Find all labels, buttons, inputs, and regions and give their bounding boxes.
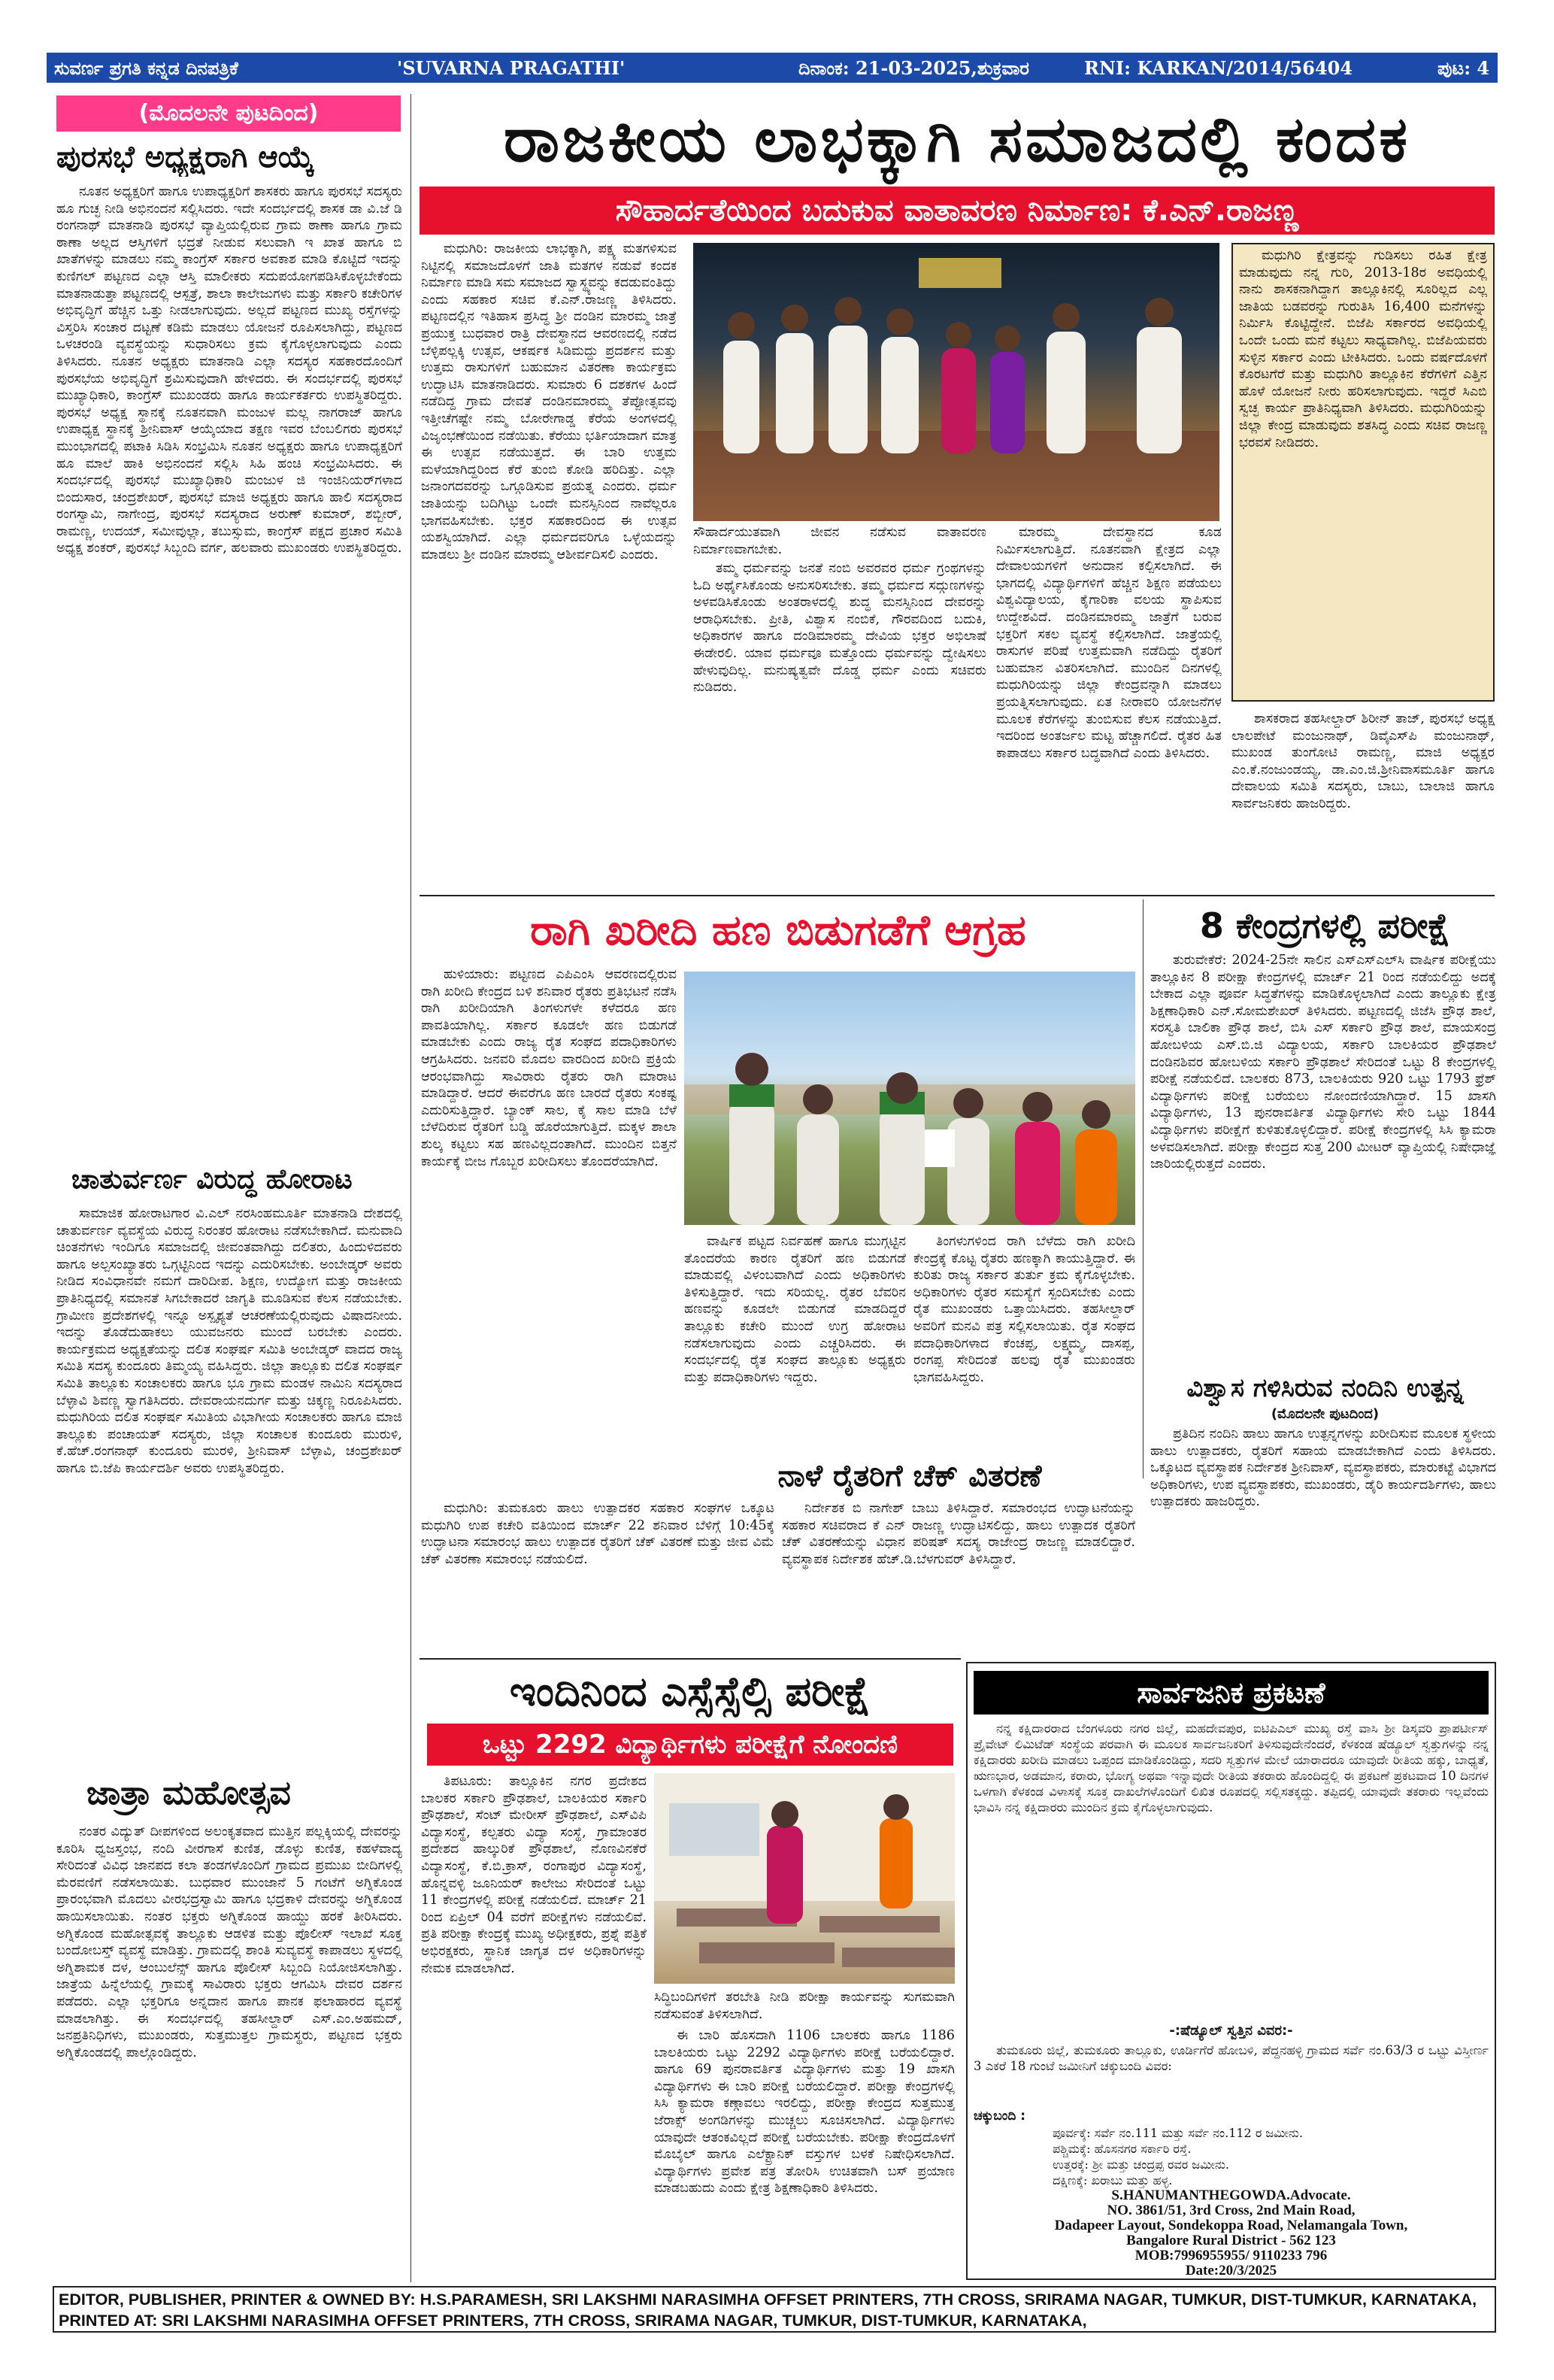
sslc-story-left (421, 1773, 647, 2281)
col1-story-3 (56, 1824, 402, 2281)
raagi-para-left: ಹುಳಿಯಾರು: ಪಟ್ಟಣದ ಎಪಿಎಂಸಿ ಆವರಣದಲ್ಲಿರುವ ರಾಗಿ ಖರೀದಿ ಕೇಂದ್ರದ ಬಳಿ ಶನಿವಾರ ರೈತರು ಪ್ರತಿಭಟನೆ ನಡೆಸಿ ರಾಗಿ ಖರೀದಿಯಾಗಿ ತಿಂಗಳುಗಳೇ ಕಳೆದರೂ ಹಣ ಪಾವತಿಯಾಗಿಲ್ಲ. ಸರ್ಕಾರ ಕೂಡಲೇ ಹಣ ಬಿಡುಗಡೆ ಮಾಡಬೇಕು ಎಂದು ರಾಜ್ಯ ರೈತ ಸಂಘದ ಪದಾಧಿಕಾರಿಗಳು ಆಗ್ರಹಿಸಿದರು. ಜನವರಿ ಮೊದಲ ವಾರದಿಂದ ಖರೀದಿ ಪ್ರಕ್ರಿಯೆ ಆರಂಭವಾಗಿದ್ದು ಸಾವಿರಾರು ರೈತರು ರಾಗಿ ಮಾರಾಟ ಮಾಡಿದ್ದಾರೆ. ಆದರೆ ಈವರೆಗೂ ಹಣ ಬಾರದೆ ರೈತರು ಸಂಕಷ್ಟ ಎದುರಿಸುತ್ತಿದ್ದಾರೆ. ಬ್ಯಾಂಕ್ ಸಾಲ, ಕೈ ಸಾಲ ಮಾಡಿ ಬೆಳೆ ಬೆಳೆದಿರುವ ರೈತರಿಗೆ ಬಡ್ಡಿ ಹೊರೆಯಾಗುತ್ತಿದೆ. ಮಕ್ಕಳ ಶಾಲಾ ಶುಲ್ಕ ಕಟ್ಟಲು ಸಹ ಹಣವಿಲ್ಲದಂತಾಗಿದೆ. ಮುಂದಿನ ಬಿತ್ತನೆ ಕಾರ್ಯಕ್ಕೆ ಬೀಜ ಗೊಬ್ಬರ ಖರೀದಿಸಲು ತೊಂದರೆಯಾಗಿದೆ. (421, 967, 677, 1169)
notice-boundaries (1053, 2125, 1489, 2188)
sslc-para-left: ತಿಪಟೂರು: ತಾಲ್ಲೂಕಿನ ನಗರ ಪ್ರದೇಶದ ಬಾಲಕರ ಸರ್ಕಾರಿ ಪ್ರೌಢಶಾಲೆ, ಬಾಲಕಿಯರ ಸರ್ಕಾರಿ ಪ್ರೌಢಶಾಲೆ, ಸೆಂಟ್ ಮೇರೀಸ್ ಪ್ರೌಢಶಾಲೆ, ಎಸ್‌ವಿಪಿ ವಿದ್ಯಾಸಂಸ್ಥೆ, ಕಲ್ಪತರು ವಿದ್ಯಾ ಸಂಸ್ಥೆ, ಗ್ರಾಮಾಂತರ ಪ್ರದೇಶದ ಹಾಲ್ಕುರಿಕೆ ಪ್ರೌಢಶಾಲೆ, ನೊಣವಿನಕೆರೆ ವಿದ್ಯಾಸಂಸ್ಥೆ, ಕೆ.ಬಿ.ಕ್ರಾಸ್, ರಂಗಾಪುರ ವಿದ್ಯಾಸಂಸ್ಥೆ, ಹೊನ್ನವಳ್ಳಿ ಜೂನಿಯರ್ ಕಾಲೇಜು ಸೇರಿದಂತೆ ಒಟ್ಟು 11 ಕೇಂದ್ರಗಳಲ್ಲಿ ಪರೀಕ್ಷೆ ನಡೆಯಲಿದೆ. ಮಾರ್ಚ್ 21 ರಿಂದ ಏಪ್ರಿಲ್ 04 ವರೆಗೆ ಪರೀಕ್ಷೆಗಳು ನಡೆಯಲಿವೆ. ಪ್ರತಿ ಪರೀಕ್ಷಾ ಕೇಂದ್ರಕ್ಕೆ ಮುಖ್ಯ ಅಧೀಕ್ಷಕರು, ಪ್ರಶ್ನೆ ಪತ್ರಿಕೆ ಅಭಿರಕ್ಷಕರು, ಸ್ಥಾನಿಕ ಜಾಗೃತ ದಳ ಅಧಿಕಾರಿಗಳನ್ನು ನೇಮಕ ಮಾಡಲಾಗಿದೆ. (421, 1774, 647, 1976)
notice-signer (974, 2188, 1489, 2278)
continued-tag: (ಮೊದಲನೇ ಪುಟದಿಂದ) (56, 96, 401, 132)
sslc-divider (420, 1658, 961, 1660)
minister-quote-box (1231, 243, 1495, 702)
notice-schedule-text: ತುಮಕೂರು ಜಿಲ್ಲೆ, ತುಮಕೂರು ತಾಲ್ಲೂಕು, ಊರ್ಡಿಗೆರೆ ಹೋಬಳಿ, ಪೆದ್ದನಹಳ್ಳಿ ಗ್ರಾಮದ ಸರ್ವೆ ನಂ.63/3 ರ ಒಟ್ಟು ವಿಸ್ತೀರ್ಣ 3 ಎಕರೆ 18 ಗುಂಟೆ ಜಮೀನಿಗೆ ಚಕ್ಕುಬಂದಿ ವಿವರ: (974, 2043, 1489, 2073)
masthead-paper-en: 'SUVARNA PRAGATHI' (397, 57, 626, 79)
imprint-footer: EDITOR, PUBLISHER, PRINTER & OWNED BY: H.S.PARAMESH, SRI LAKSHMI NARASIMHA OFFSET PRINTERS, 7TH CROSS, SRIRAMA NAGAR, TUMKUR, DIST-TUMKUR, KARNATAKA, PRINTED AT: SRI LAKSHMI NARASIMHA OFFSET PRINTERS, 7TH CROSS, SRIRAMA NAGAR, TUMKUR, DIST-TUMKUR, KARNATAKA, (53, 2286, 1496, 2333)
col1-subhead-3: ಜಾತ್ರಾ ಮಹೋತ್ಸವ (86, 1774, 291, 1812)
masthead-page: ಪುಟ: 4 (1437, 57, 1490, 79)
masthead-date: ದಿನಾಂಕ: 21-03-2025,ಶುಕ್ರವಾರ (798, 57, 1030, 79)
col1-para-2: ಸಾಮಾಜಿಕ ಹೋರಾಟಗಾರ ವಿ.ಎಲ್ ನರಸಿಂಹಮೂರ್ತಿ ಮಾತನಾಡಿ ದೇಶದಲ್ಲಿ ಚಾತುರ್ವರ್ಣ ವ್ಯವಸ್ಥೆಯ ವಿರುದ್ಧ ನಿರಂತರ ಹೋರಾಟ ನಡೆಸಬೇಕಾಗಿದೆ. ಮನುವಾದಿ ಚಿಂತನೆಗಳು ಇಂದಿಗೂ ಸಮಾಜದಲ್ಲಿ ಜೀವಂತವಾಗಿದ್ದು ದಲಿತರು, ಹಿಂದುಳಿದವರು ಹಾಗೂ ಅಲ್ಪಸಂಖ್ಯಾತರು ಒಗ್ಗಟ್ಟಿನಿಂದ ಇದನ್ನು ಎದುರಿಸಬೇಕು. ಅಂಬೇಡ್ಕರ್ ಅವರು ನೀಡಿದ ಸಂವಿಧಾನವೇ ನಮಗೆ ದಾರಿದೀಪ. ಶಿಕ್ಷಣ, ಉದ್ಯೋಗ ಮತ್ತು ರಾಜಕೀಯ ಪ್ರಾತಿನಿಧ್ಯದಲ್ಲಿ ಸಮಾನತೆ ಸಿಗಬೇಕಾದರೆ ಜಾಗೃತಿ ಮೂಡಿಸುವ ಕೆಲಸ ನಡೆಯಬೇಕು. ಗ್ರಾಮೀಣ ಪ್ರದೇಶಗಳಲ್ಲಿ ಇನ್ನೂ ಅಸ್ಪೃಶ್ಯತೆ ಆಚರಣೆಯಲ್ಲಿರುವುದು ವಿಷಾದನೀಯ. ಇದನ್ನು ತೊಡೆದುಹಾಕಲು ಯುವಜನರು ಮುಂದೆ ಬರಬೇಕು ಎಂದರು. ಕಾರ್ಯಕ್ರಮದ ಅಧ್ಯಕ್ಷತೆಯನ್ನು ದಲಿತ ಸಂಘರ್ಷ ಸಮಿತಿ ಅಂಬೇಡ್ಕರ್ ವಾದದ ರಾಜ್ಯ ಸಮಿತಿ ಸದಸ್ಯ ಕುಂದೂರು ತಿಮ್ಮಯ್ಯ ವಹಿಸಿದ್ದರು. ಜಿಲ್ಲಾ ತಾಲ್ಲೂಕು ದಲಿತ ಸಂಘರ್ಷ ಸಮಿತಿ ತಾಲ್ಲೂಕು ಸಂಚಾಲಕರು ಹಾಗೂ ಭೂ ಗ್ರಾಮ ಮಂಡಳ ನಾಮಿನಿ ಸದಸ್ಯರಾದ ಬೆಳ್ಳಾವಿ ಶಿವಣ್ಣ ಸ್ವಾಗತಿಸಿದರು. ದೇವರಾಯನದುರ್ಗ ಮತ್ತು ಚಿಕ್ಕಣ್ಣ ನಿರೂಪಿಸಿದರು. ಮಧುಗಿರಿಯ ದಲಿತ ಸಂಘರ್ಷ ಸಮಿತಿಯ ವಿಭಾಗೀಯ ಸಂಚಾಲಕರು ಹಾಗೂ ಮಾಜಿ ತಾಲ್ಲೂಕು ಪಂಚಾಯತ್ ಸದಸ್ಯರು, ಜಿಲ್ಲಾ ಸಂಚಾಲಕ ಕುಂದೂರು ಮುರುಳಿ, ಕೆ.ಹೆಚ್.ರಂಗನಾಥ್ ಕುಂದೂರು ಮುರಳಿ, ಶ್ರೀನಿವಾಸ್ ಬೆಳ್ಳಾವಿ, ಚಂದ್ರಶೇಖರ್ ಹಾಗೂ ಬಿ.ಜೆಪಿ ಕಾರ್ಯದರ್ಶಿ ಅವರು ಉಪಸ್ಥಿತರಿದ್ದರು. (56, 1206, 402, 1476)
main-attendees-text: ಶಾಸಕರಾದ ತಹಸೀಲ್ದಾರ್ ಶಿರೀನ್ ತಾಜ್, ಪುರಸಭೆ ಅಧ್ಯಕ್ಷ ಲಾಲಪೇಟೆ ಮಂಜುನಾಥ್, ಡಿವೈಎಸ್‌ಪಿ ಮಂಜುನಾಥ್, ಮುಖಂಡ ತುಂಗೋಟಿ ರಾಮಣ್ಣ, ಮಾಜಿ ಅಧ್ಯಕ್ಷರ ಎಂ.ಕೆ.ನಂಜುಂಡಯ್ಯ, ಡಾ.ಎಂ.ಜಿ.ಶ್ರೀನಿವಾಸಮೂರ್ತಿ ಹಾಗೂ ದೇವಾಲಯ ಸಮಿತಿ ಸದಸ್ಯರು, ಬಾಬು, ಬಾಲಾಜಿ ಹಾಗೂ ಸಾರ್ವಜನಿಕರು ಹಾಜರಿದ್ದರು. (1231, 711, 1495, 811)
exam8-para: ತುರುವೇಕೆರೆ: 2024-25ನೇ ಸಾಲಿನ ಎಸ್ಎಸ್ಎಲ್‌ಸಿ ವಾರ್ಷಿಕ ಪರೀಕ್ಷೆಯು ತಾಲ್ಲೂಕಿನ 8 ಪರೀಕ್ಷಾ ಕೇಂದ್ರಗಳಲ್ಲಿ ಮಾರ್ಚ್ 21 ರಿಂದ ನಡೆಯಲಿದ್ದು ಅದಕ್ಕೆ ಬೇಕಾದ ಎಲ್ಲಾ ಪೂರ್ವ ಸಿದ್ಧತೆಗಳನ್ನು ಮಾಡಿಕೊಳ್ಳಲಾಗಿದೆ ಎಂದು ತಾಲ್ಲೂಕು ಕ್ಷೇತ್ರ ಶಿಕ್ಷಣಾಧಿಕಾರಿ ಎನ್.ಸೋಮಶೇಖರ್ ತಿಳಿಸಿದರು. ಪಟ್ಟಣದಲ್ಲಿ ಜಿಜೆಸಿ ಪ್ರೌಢ ಶಾಲೆ, ಸರಸ್ವತಿ ಬಾಲಿಕಾ ಪ್ರೌಢ ಶಾಲೆ, ಬಿಸಿ ಎಸ್ ಸರ್ಕಾರಿ ಪ್ರೌಢ ಶಾಲೆ, ಮಾಯಸಂದ್ರ ಹೋಬಳಿಯ ಎಸ್.ಬಿ.ಜಿ ವಿದ್ಯಾಲಯ, ಸರ್ಕಾರಿ ಬಾಲಕಿಯರ ಪ್ರೌಢಶಾಲೆ ದಂಡಿನಶಿವರ ಹೋಬಳಿಯ ಸರ್ಕಾರಿ ಪ್ರೌಢಶಾಲೆ ಸೇರಿದಂತೆ ಒಟ್ಟು 8 ಕೇಂದ್ರಗಳಲ್ಲಿ ಪರೀಕ್ಷೆ ನಡೆಯಲಿದೆ. ಬಾಲಕರು 873, ಬಾಲಕಿಯರು 920 ಒಟ್ಟು 1793 ಫ್ರೆಶ್ ವಿದ್ಯಾರ್ಥಿಗಳು ಪರೀಕ್ಷೆ ಬರೆಯಲು ನೋಂದಣಿಯಾಗಿದ್ದಾರೆ. 15 ಖಾಸಗಿ ವಿದ್ಯಾರ್ಥಿಗಳು, 13 ಪುನರಾವರ್ತಿತ ವಿದ್ಯಾರ್ಥಿಗಳು ಸೇರಿ ಒಟ್ಟು 1844 ವಿದ್ಯಾರ್ಥಿಗಳು ಪರೀಕ್ಷೆಗೆ ಕುಳಿತುಕೊಳ್ಳಲಿದ್ದಾರೆ. ಪರೀಕ್ಷೆ ಕೇಂದ್ರಗಳಲ್ಲಿ ಸಿಸಿ ಕ್ಯಾಮರಾ ಅಳವಡಿಸಲಾಗಿದೆ. ಪರೀಕ್ಷಾ ಕೇಂದ್ರದ ಸುತ್ತ 200 ಮೀಟರ್ ವ್ಯಾಪ್ತಿಯಲ್ಲಿ ನಿಷೇಧಾಜ್ಞೆ ಜಾರಿಯಲ್ಲಿರುತ್ತದೆ ಎಂದರು. (1150, 953, 1496, 1172)
main-subhead: ಸೌಹಾರ್ದತೆಯಿಂದ ಬದುಕುವ ವಾತಾವರಣ ನಿರ್ಮಾಣ: ಕೆ.ಎನ್.ರಾಜಣ್ಣ (420, 186, 1495, 235)
signer-address-1: NO. 3861/51, 3rd Cross, 2nd Main Road, (1107, 2203, 1356, 2218)
cheque-story-right (782, 1500, 1135, 1657)
notice-boundary-title: ಚಕ್ಕುಬಂದಿ : (974, 2109, 1026, 2124)
cheque-para-right: ನಿರ್ದೇಶಕ ಬಿ ನಾಗೇಶ್ ಬಾಬು ತಿಳಿಸಿದ್ದಾರೆ. ಸಮಾರಂಭದ ಉದ್ಘಾಟನೆಯನ್ನು ಸಹಕಾರ ಸಚಿವರಾದ ಕೆ ಎನ್ ರಾಜಣ್ಣ ಉದ್ಘಾಟಿಸಲಿದ್ದು, ಹಾಲು ಉತ್ಪಾದಕ ರೈತರಿಗೆ ಚೆಕ್ ವಿತರಣೆಯನ್ನು ವಿಧಾನ ಪರಿಷತ್ ಸದಸ್ಯ ರಾಜೇಂದ್ರ ರಾಜಣ್ಣ ಮಾಡಲಿದ್ದಾರೆ. ವ್ಯವಸ್ಥಾಪಕ ನಿರ್ದೇಶಕ ಹೆಚ್.ಡಿ.ಬೆಳಗುವರ್ ತಿಳಿಸಿದ್ದಾರೆ. (782, 1501, 1135, 1567)
notice-body (974, 1721, 1489, 2018)
raagi-para-right: ತಿಂಗಳುಗಳಿಂದ ರಾಗಿ ಬೆಳೆದು ರಾಗಿ ಖರೀದಿ ಕೇಂದ್ರಕ್ಕೆ ಕೊಟ್ಟ ರೈತರು ಹಣಕ್ಕಾಗಿ ಕಾಯುತ್ತಿದ್ದಾರೆ. ಈ ಕುರಿತು ರಾಜ್ಯ ಸರ್ಕಾರ ತುರ್ತು ಕ್ರಮ ಕೈಗೊಳ್ಳಬೇಕು. ಅಧಿಕಾರಿಗಳು ರೈತರ ಸಮಸ್ಯೆಗೆ ಸ್ಪಂದಿಸಬೇಕು ಎಂದು ರೈತ ಮುಖಂಡರು ಒತ್ತಾಯಿಸಿದರು. ತಹಸೀಲ್ದಾರ್ ಅವರಿಗೆ ಮನವಿ ಪತ್ರ ಸಲ್ಲಿಸಲಾಯಿತು. ರೈತ ಸಂಘದ ಪದಾಧಿಕಾರಿಗಳಾದ ಕೆಂಚಪ್ಪ, ಲಕ್ಷ್ಮಮ್ಮ, ದಾಸಪ್ಪ, ರಂಗಪ್ಪ ಸೇರಿದಂತೆ ಹಲವು ರೈತ ಮುಖಂಡರು ಭಾಗವಹಿಸಿದ್ದರು. (913, 1234, 1135, 1385)
main-story-attendees (1231, 711, 1495, 891)
main-story-left (421, 241, 677, 887)
cheque-para-left: ಮಧುಗಿರಿ: ತುಮಕೂರು ಹಾಲು ಉತ್ಪಾದಕರ ಸಹಕಾರ ಸಂಘಗಳ ಒಕ್ಕೂಟ ಮಧುಗಿರಿ ಉಪ ಕಚೇರಿ ವತಿಯಿಂದ ಮಾರ್ಚ್ 22 ಶನಿವಾರ ಬೆಳಿಗ್ಗೆ 10:45ಕ್ಕೆ ಉದ್ಘಾಟನಾ ಸಮಾರಂಭ ಹಾಲು ಉತ್ಪಾದಕ ರೈತರಿಗೆ ಚೆಕ್ ವಿತರಣೆ ಮತ್ತು ಜೀವ ವಿಮೆ ಚೆಕ್ ವಿತರಣಾ ಸಮಾರಂಭ ನಡೆಯಲಿದೆ. (421, 1501, 774, 1567)
exam-hall-caption (654, 1989, 955, 2025)
main-para-right: ಮಾರಮ್ಮ ದೇವಸ್ಥಾನದ ಕೂಡ ನಿರ್ಮಿಸಲಾಗುತ್ತಿದೆ. ನೂತನವಾಗಿ ಕ್ಷೇತ್ರದ ಎಲ್ಲಾ ದೇವಾಲಯಗಳಿಗೆ ಅನುದಾನ ಕಲ್ಪಿಸಲಾಗಿದೆ. ಈ ಭಾಗದಲ್ಲಿ ವಿದ್ಯಾರ್ಥಿಗಳಿಗೆ ಹೆಚ್ಚಿನ ಶಿಕ್ಷಣ ಪಡೆಯಲು ವಿಶ್ವವಿದ್ಯಾಲಯ, ಕೈಗಾರಿಕಾ ವಲಯ ಸ್ಥಾಪಿಸುವ ಉದ್ದೇಶವಿದೆ. ದಂಡಿನಮಾರಮ್ಮ ಜಾತ್ರೆಗೆ ಬರುವ ಭಕ್ತರಿಗೆ ಸಕಲ ವ್ಯವಸ್ಥೆ ಕಲ್ಪಿಸಲಾಗಿದೆ. ಜಾತ್ರೆಯಲ್ಲಿ ರಾಸುಗಳ ಪರಿಷೆ ಉತ್ತಮವಾಗಿ ನಡೆದಿದ್ದು ರೈತರಿಗೆ ಬಹುಮಾನ ವಿತರಿಸಲಾಗಿದೆ. ಮುಂದಿನ ದಿನಗಳಲ್ಲಿ ಮಧುಗಿರಿಯನ್ನು ಜಿಲ್ಲಾ ಕೇಂದ್ರವನ್ನಾಗಿ ಮಾಡಲು ಪ್ರಯತ್ನಿಸಲಾಗುವುದು. ಏತ ನೀರಾವರಿ ಯೋಜನೆಗಳ ಮೂಲಕ ಕೆರೆಗಳನ್ನು ತುಂಬಿಸುವ ಕೆಲಸ ನಡೆಯುತ್ತಿದೆ. ಇದರಿಂದ ಅಂತರ್ಜಲ ಮಟ್ಟ ಹೆಚ್ಚಾಗಲಿದೆ. ರೈತರ ಹಿತ ಕಾಪಾಡಲು ಸರ್ಕಾರ ಬದ್ಧವಾಗಿದೆ ಎಂದು ತಿಳಿಸಿದರು. (996, 525, 1222, 761)
section-divider (420, 895, 1495, 896)
masthead-rni: RNI: KARKAN/2014/56404 (1084, 57, 1353, 79)
main-story-right (996, 524, 1222, 891)
sslc-subhead: ಒಟ್ಟು 2292 ವಿದ್ಯಾರ್ಥಿಗಳು ಪರೀಕ್ಷೆಗೆ ನೋಂದಣಿ (427, 1724, 953, 1766)
col1-subhead-2: ಚಾತುರ್ವರ್ಣ ವಿರುದ್ಧ ಹೋರಾಟ (71, 1164, 353, 1195)
signer-date: Date:20/3/2025 (1185, 2263, 1277, 2278)
signer-address-3: Bangalore Rural District - 562 123 (1126, 2233, 1336, 2248)
exam-divider (1143, 899, 1144, 1478)
sslc-story-mid (654, 2027, 955, 2281)
notice-schedule (974, 2042, 1489, 2107)
signer-name: S.HANUMANTHEGOWDA.Advocate. (1111, 2187, 1351, 2203)
cheque-story-left (421, 1500, 774, 1657)
col1-headline: ಪುರಸಭೆ ಅಧ್ಯಕ್ಷರಾಗಿ ಆಯ್ಕೆ (56, 140, 314, 174)
nandini-para: ಪ್ರತಿದಿನ ನಂದಿನಿ ಹಾಲು ಹಾಗೂ ಉತ್ಪನ್ನಗಳನ್ನು ಖರೀದಿಸುವ ಮೂಲಕ ಸ್ಥಳೀಯ ಹಾಲು ಉತ್ಪಾದಕರು, ರೈತರಿಗೆ ಸಹಾಯ ಮಾಡಬೇಕಾಗಿದೆ ಎಂದು ತಿಳಿಸಿದರು. ಒಕ್ಕೂಟದ ವ್ಯವಸ್ಥಾಪಕ ನಿರ್ದೇಶಕ ಶ್ರೀನಿವಾಸ್, ವ್ಯವಸ್ಥಾಪಕರು, ಮಾರುಕಟ್ಟೆ ವಿಭಾಗದ ಅಧಿಕಾರಿಗಳು, ಉಪ ವ್ಯವಸ್ಥಾಪಕರು, ಮುಖಂಡರು, ಡೈರಿ ಕಾರ್ಯದರ್ಶಿಗಳು, ಹಾಲು ಉತ್ಪಾದಕರು ಹಾಜರಿದ್ದರು. (1150, 1426, 1496, 1510)
sslc-para-mid: ಈ ಬಾರಿ ಹೊಸದಾಗಿ 1106 ಬಾಲಕರು ಹಾಗೂ 1186 ಬಾಲಕಿಯರು ಒಟ್ಟು 2292 ವಿದ್ಯಾರ್ಥಿಗಳು ಪರೀಕ್ಷೆ ಬರೆಯಲಿದ್ದಾರೆ. ಹಾಗೂ 69 ಪುನರಾವರ್ತಿತ ವಿದ್ಯಾರ್ಥಿಗಳು ಮತ್ತು 19 ಖಾಸಗಿ ವಿದ್ಯಾರ್ಥಿಗಳು ಈ ಬಾರಿ ಪರೀಕ್ಷೆ ಬರೆಯಲಿದ್ದಾರೆ. ಪರೀಕ್ಷಾ ಕೇಂದ್ರಗಳಲ್ಲಿ ಸಿಸಿ ಕ್ಯಾಮರಾ ಕಣ್ಗಾವಲು ಇರಲಿದ್ದು, ಪರೀಕ್ಷಾ ಕೇಂದ್ರದ ಸುತ್ತಮುತ್ತ ಜೆರಾಕ್ಸ್ ಅಂಗಡಿಗಳನ್ನು ಮುಚ್ಚಲು ಸೂಚಿಸಲಾಗಿದೆ. ವಿದ್ಯಾರ್ಥಿಗಳು ಯಾವುದೇ ಆತಂಕವಿಲ್ಲದೆ ಪರೀಕ್ಷೆ ಬರೆಯಬೇಕು. ಪರೀಕ್ಷಾ ಕೇಂದ್ರದೊಳಗೆ ಮೊಬೈಲ್ ಹಾಗೂ ಎಲೆಕ್ಟ್ರಾನಿಕ್ ವಸ್ತುಗಳ ಬಳಕೆ ನಿಷೇಧಿಸಲಾಗಿದೆ. ವಿದ್ಯಾರ್ಥಿಗಳು ಪ್ರವೇಶ ಪತ್ರ ತೋರಿಸಿ ಉಚಿತವಾಗಿ ಬಸ್ ಪ್ರಯಾಣ ಮಾಡಬಹುದು ಎಂದು ಕ್ಷೇತ್ರ ಶಿಕ್ಷಣಾಧಿಕಾರಿ ತಿಳಿಸಿದರು. (654, 2028, 955, 2197)
main-story-mid (693, 560, 986, 891)
column-divider (410, 94, 411, 2282)
sslc-headline: ಇಂದಿನಿಂದ ಎಸ್ಸೆಸ್ಸೆಲ್ಸಿ ಪರೀಕ್ಷೆ (509, 1668, 871, 1715)
farmers-photo-figures (684, 972, 1135, 1225)
main-para-left: ಮಧುಗಿರಿ: ರಾಜಕೀಯ ಲಾಭಕ್ಕಾಗಿ, ಪಕ್ಷ್ಯ ಮತಗಳಿಸುವ ನಿಟ್ಟಿನಲ್ಲಿ ಸಮಾಜದೊಳಗೆ ಜಾತಿ ಮತಗಳ ನಡುವೆ ಕಂದಕ ನಿರ್ಮಾಣ ಮಾಡಿ ಸಮ ಸಮಾಜದ ಸ್ವಾಸ್ಥ್ಯವನ್ನು ಕದಡುವಂತಿದ್ದು ಎಂದು ಸಹಕಾರ ಸಚಿವ ಕೆ.ಎನ್.ರಾಜಣ್ಣ ತಿಳಿಸಿದರು. ಪಟ್ಟಣದಲ್ಲಿನ ಇತಿಹಾಸ ಪ್ರಸಿದ್ಧ ಶ್ರೀ ದಂಡಿನ ಮಾರಮ್ಮ ಜಾತ್ರೆ ಪ್ರಯುಕ್ತ ಬುಧವಾರ ರಾತ್ರಿ ದೇವಸ್ಥಾನದ ಆವರಣದಲ್ಲಿ ನಡೆದ ಬೆಳ್ಳಿಪಲ್ಲಕ್ಕಿ ಉತ್ಸವ, ಆಕರ್ಷಕ ಸಿಡಿಮದ್ದು ಪ್ರದರ್ಶನ ಮತ್ತು ಉತ್ತಮ ರಾಸುಗಳಿಗೆ ಬಹುಮಾನ ವಿತರಣಾ ಕಾರ್ಯಕ್ರಮ ಉದ್ಘಾಟಿಸಿ ಮಾತನಾಡಿದರು. ಸುಮಾರು 6 ದಶಕಗಳ ಹಿಂದೆ ನಡೆದಿದ್ದ ಗ್ರಾಮ ದೇವತೆ ದಂಡಿನಮಾರಮ್ಮ ತೆಪ್ಪೋತ್ಸವವು ಇತ್ತೀಚೆಗಷ್ಟೇ ನಮ್ಮ ಬೋರೇಗಾಡ್ಡ ಕೆರೆಯ ಅಂಗಳದಲ್ಲಿ ವಿಜೃಂಭಣೆಯಿಂದ ನಡೆಯಿತು. ಕೆರೆಯು ಭರ್ತಿಯಾದಾಗ ಮಾತ್ರ ಈ ಉತ್ಸವ ನಡೆಯುತ್ತದೆ. ಈ ಬಾರಿ ಉತ್ತಮ ಮಳೆಯಾಗಿದ್ದರಿಂದ ಕೆರೆ ತುಂಬಿ ಕೋಡಿ ಹರಿದಿತ್ತು. ಎಲ್ಲಾ ಜನಾಂಗದವರನ್ನು ಒಗ್ಗೂಡಿಸುವ ಪ್ರಯತ್ನ ಎಂದರು. ಧರ್ಮ ಜಾತಿಯನ್ನು ಬದಿಗಿಟ್ಟು ಒಂದೇ ಮನಸ್ಸಿನಿಂದ ನಾವೆಲ್ಲರೂ ಭಾಗವಹಿಸಬೇಕು. ಭಕ್ತರ ಸಹಕಾರದಿಂದ ಈ ಉತ್ಸವ ಯಶಸ್ವಿಯಾಗಿದೆ. ಎಲ್ಲಾ ಧರ್ಮದವರಿಗೂ ಒಳ್ಳೆಯದನ್ನು ಮಾಡಲು ಶ್ರೀ ದಂಡಿನ ಮಾರಮ್ಮ ಆಶೀರ್ವದಿಸಲಿ ಎಂದರು. (421, 241, 677, 562)
nandini-headline: ವಿಶ್ವಾಸ ಗಳಿಸಿರುವ ನಂದಿನಿ ಉತ್ಪನ್ನ (1186, 1373, 1464, 1403)
exam8-story (1150, 952, 1496, 1366)
notice-para: ನನ್ನ ಕಕ್ಷಿದಾರರಾದ ಬೆಂಗಳೂರು ನಗರ ಜಿಲ್ಲೆ, ಮಹದೇವಪುರ, ಐಟಿಪಿಎಲ್ ಮುಖ್ಯ ರಸ್ತೆ ವಾಸಿ ಶ್ರೀ ಡಿಸ್ಕವರಿ ಪ್ರಾಪರ್ಟೀಸ್ ಪ್ರೈವೇಟ್ ಲಿಮಿಟೆಡ್ ಸಂಸ್ಥೆಯ ಪರವಾಗಿ ಈ ಮೂಲಕ ಸಾರ್ವಜನಿಕರಿಗೆ ತಿಳಿಸುವುದೇನೆಂದರೆ, ಕೆಳಕಂಡ ಷೆಡ್ಯೂಲ್ ಸ್ವತ್ತುಗಳನ್ನು ನನ್ನ ಕಕ್ಷಿದಾರರು ಖರೀದಿ ಮಾಡಲು ಒಪ್ಪಂದ ಮಾಡಿಕೊಂಡಿದ್ದು, ಸದರಿ ಸ್ವತ್ತುಗಳ ಮೇಲೆ ಯಾರಾದರೂ ಯಾವುದೇ ರೀತಿಯ ಹಕ್ಕು, ಬಾಧ್ಯತೆ, ಋಣಭಾರ, ಅಡಮಾನ, ಕರಾರು, ಭೋಗ್ಯ ಅಥವಾ ಇನ್ನಾವುದೇ ರೀತಿಯ ತಕರಾರು ಹೊಂದಿದ್ದಲ್ಲಿ ಈ ಪ್ರಕಟಣೆ ಪ್ರಕಟವಾದ 10 ದಿನಗಳ ಒಳಗಾಗಿ ಕೆಳಕಂಡ ವಿಳಾಸಕ್ಕೆ ಸೂಕ್ತ ದಾಖಲೆಗಳೊಂದಿಗೆ ಲಿಖಿತ ರೂಪದಲ್ಲಿ ಸಲ್ಲಿಸತಕ್ಕದ್ದು. ತಪ್ಪಿದಲ್ಲಿ ಯಾವುದೇ ತಕರಾರು ಇಲ್ಲವೆಂದು ಭಾವಿಸಿ ನನ್ನ ಕಕ್ಷಿದಾರರು ಮುಂದಿನ ಕ್ರಮ ಕೈಗೊಳ್ಳಲಾಗುವುದು. (974, 1721, 1489, 1815)
notice-title: ಸಾರ್ವಜನಿಕ ಪ್ರಕಟಣೆ (974, 1671, 1489, 1715)
col1-para-1: ನೂತನ ಅಧ್ಯಕ್ಷರಿಗೆ ಹಾಗೂ ಉಪಾಧ್ಯಕ್ಷರಿಗೆ ಶಾಸಕರು ಹಾಗೂ ಪುರಸಭೆ ಸದಸ್ಯರು ಹೂ ಗುಚ್ಛ ನೀಡಿ ಅಭಿನಂದನೆ ಸಲ್ಲಿಸಿದರು. ಇದೇ ಸಂದರ್ಭದಲ್ಲಿ ಶಾಸಕ ಡಾ ವಿ.ಜೆ ಡಿ ರಂಗನಾಥ್ ಮಾತನಾಡಿ ಪುರಸಭೆ ವ್ಯಾಪ್ತಿಯಲ್ಲಿರುವ ಗ್ರಾಮ ಠಾಣಾ ಹಾಗೂ ಗ್ರಾಮ ಠಾಣಾ ಅಲ್ಲದ ಆಸ್ತಿಗಳಿಗೆ ಭದ್ರತೆ ನೀಡುವ ಸಲುವಾಗಿ ಇ ಖಾತ ಹಾಗೂ ಬಿ ಖಾತೆಗಳನ್ನು ಮಾಡಲು ನಮ್ಮ ಕಾಂಗ್ರೆಸ್ ಸರ್ಕಾರ ಅವಕಾಶ ಮಾಡಿ ಕೊಟ್ಟಿದೆ ಇದನ್ನು ಕುಣಿಗಲ್ ಪಟ್ಟಣದ ಎಲ್ಲಾ ಆಸ್ತಿ ಮಾಲೀಕರು ಸದುಪಯೋಗಪಡಿಸಿಕೊಳ್ಳಬೇಕೆಂದು ಮಾತನಾಡುತ್ತಾ ಪಟ್ಟಣದಲ್ಲಿ ಆಸ್ಪತ್ರೆ, ಶಾಲಾ ಕಾಲೇಜುಗಳು ಮತ್ತು ಸರ್ಕಾರಿ ಕಚೇರಿಗಳ ಅಭಿವೃದ್ಧಿಗೆ ಹೆಚ್ಚಿನ ಒತ್ತು ನೀಡಲಾಗುವುದು. ಅಲ್ಲದೆ ಪಟ್ಟಣದ ಮುಖ್ಯ ರಸ್ತೆಗಳನ್ನು ವಿಸ್ತರಿಸಿ ಸಂಚಾರ ದಟ್ಟಣೆ ಕಡಿಮೆ ಮಾಡಲು ಯೋಜನೆ ರೂಪಿಸಲಾಗಿದ್ದು, ಪಟ್ಟಣದ ಒಳಚರಂಡಿ ವ್ಯವಸ್ಥೆಯನ್ನು ಸುಧಾರಿಸಲು ಕ್ರಮ ಕೈಗೊಳ್ಳಲಾಗುವುದು ಎಂದು ತಿಳಿಸಿದರು. ನೂತನ ಅಧ್ಯಕ್ಷರು ಮಾತನಾಡಿ ಎಲ್ಲಾ ಸದಸ್ಯರ ಸಹಕಾರದೊಂದಿಗೆ ಪುರಸಭೆಯ ಅಭಿವೃದ್ಧಿಗೆ ಶ್ರಮಿಸುವುದಾಗಿ ಹೇಳಿದರು. ಈ ಸಂದರ್ಭದಲ್ಲಿ ಪುರಸಭೆ ಮುಖ್ಯಾಧಿಕಾರಿ, ಕಾಂಗ್ರೆಸ್ ಮುಖಂಡರು ಹಾಗೂ ಕಾರ್ಯಕರ್ತರು ಉಪಸ್ಥಿತರಿದ್ದರು. ಪುರಸಭೆ ಅಧ್ಯಕ್ಷ ಸ್ಥಾನಕ್ಕೆ ನೂತನವಾಗಿ ಮಂಜುಳ ಮಲ್ಲ ನಾಗರಾಜ್ ಹಾಗೂ ಉಪಾಧ್ಯಕ್ಷ ಸ್ಥಾನಕ್ಕೆ ಶ್ರೀನಿವಾಸ್ ಆಯ್ಕೆಯಾದ ತಕ್ಷಣ ಇವರ ಬೆಂಬಲಿಗರು ಪುರಸಭೆ ಮುಂಭಾಗದಲ್ಲಿ ಪಟಾಕಿ ಸಿಡಿಸಿ ಸಂಭ್ರಮಿಸಿ ನೂತನ ಅಧ್ಯಕ್ಷರು ಹಾಗೂ ಉಪಾಧ್ಯಕ್ಷರಿಗೆ ಹೂ ಮಾಲೆ ಹಾಕಿ ಅಭಿನಂದನೆ ಸಲ್ಲಿಸಿ ಸಿಹಿ ಹಂಚಿ ಸಂಭ್ರಮಿಸಿದರು. ಈ ಸಂದರ್ಭದಲ್ಲಿ ಪುರಸಭೆ ಮುಖ್ಯಾಧಿಕಾರಿ ಮಂಜುಳ ಜಿ ಇಂಜಿನಿಯರ್‌ಗಳಾದ ಬಿಂದುಸಾರ, ಚಂದ್ರಶೇಖರ್, ಪುರಸಭೆ ಮಾಜಿ ಅಧ್ಯಕ್ಷರು ಹಾಗೂ ಹಾಲಿ ಸದಸ್ಯರಾದ ರಂಗಸ್ವಾಮಿ, ನಾಗೇಂದ್ರ, ಪುರಸಭೆ ಸದಸ್ಯರಾದ ಅರುಣ್ ಕುಮಾರ್, ಶಬ್ಬೀರ್, ರಾಮಣ್ಣ, ಉದಯ್, ಸಮೀವುಲ್ಲಾ, ತಬುಸ್ಸುಮ, ಕಾಂಗ್ರೆಸ್ ಪಕ್ಷದ ಪ್ರಚಾರ ಸಮಿತಿ ಅಧ್ಯಕ್ಷ ಶಂಕರ್, ಪುರಸಭೆ ಸಿಬ್ಬಂದಿ ವರ್ಗ, ಹಲವಾರು ಮುಖಂಡರು ಉಪಸ್ಥಿತರಿದ್ದರು. (56, 184, 402, 556)
boundary-south: ದಕ್ಷಿಣಕ್ಕೆ: ಖರಾಬು ಮತ್ತು ಹಳ್ಳ. (1053, 2173, 1173, 2187)
ceremony-photo (693, 243, 1219, 521)
ceremony-photo-figures (693, 243, 1219, 521)
farmers-protest-photo (684, 972, 1135, 1225)
nandini-story (1150, 1426, 1496, 1651)
raagi-headline: ರಾಗಿ ಖರೀದಿ ಹಣ ಬಿಡುಗಡೆಗೆ ಆಗ್ರಹ (530, 906, 1026, 955)
raagi-story-left (421, 966, 677, 1454)
minister-quote-text: ಮಧುಗಿರಿ ಕ್ಷೇತ್ರವನ್ನು ಗುಡಿಸಲು ರಹಿತ ಕ್ಷೇತ್ರ ಮಾಡುವುದು ನನ್ನ ಗುರಿ, 2013-18ರ ಅವಧಿಯಲ್ಲಿ ನಾನು ಶಾಸಕನಾಗಿದ್ದಾಗ ತಾಲ್ಲೂಕಿನಲ್ಲಿ ಸೂರಿಲ್ಲದ ಎಲ್ಲ ಜಾತಿಯ ಬಡವರನ್ನು ಗುರುತಿಸಿ 16,400 ಮನೆಗಳನ್ನು ನಿರ್ಮಿಸಿ ಕೊಟ್ಟಿದ್ದೇನೆ. ಬಿಜೆಪಿ ಸರ್ಕಾರದ ಅವಧಿಯಲ್ಲಿ ಒಂದೇ ಒಂದು ಮನೆ ಕಟ್ಟಲು ಸಾಧ್ಯವಾಗಿಲ್ಲ. ಬಿಜೆಪಿಯವರು ಸುಳ್ಳಿನ ಸರ್ಕಾರ ಎಂದು ಟೀಕಿಸಿದರು. ಒಂದು ವರ್ಷದೊಳಗೆ ಕೊರಟಗೆರೆ ಮತ್ತು ಮಧುಗಿರಿ ತಾಲ್ಲೂಕಿನ ಕೆರೆಗಳಿಗೆ ಎತ್ತಿನ ಹೊಳೆ ಯೋಜನೆ ನೀರು ಹರಿಸಲಾಗುವುದು. ಇದ್ದರೆ ಸಿಎಬಿ ಸ್ವಚ್ಛ ಕಾರ್ಯ ಪ್ರಾತಿನಿಧ್ಯವಾಗಿ ತಿಳಿಸಿದರು. ಮಧುಗಿರಿಯನ್ನು ಜಿಲ್ಲಾ ಕೇಂದ್ರ ಮಾಡುವುದು ಶತಸಿದ್ಧ ಎಂದು ಸಚಿವ ರಾಜಣ್ಣ ಭರವಸೆ ನೀಡಿದರು. (1239, 248, 1487, 450)
signer-address-2: Dadapeer Layout, Sondekoppa Road, Nelamangala Town, (1054, 2218, 1408, 2233)
main-para-mid: ತಮ್ಮ ಧರ್ಮವನ್ನು ಜನತೆ ನಂಬಿ ಅವರವರ ಧರ್ಮ ಗ್ರಂಥಗಳನ್ನು ಓದಿ ಅರ್ಥೈಸಿಕೊಂಡು ಅನುಸರಿಸಬೇಕು. ತಮ್ಮ ಧರ್ಮದ ಸದ್ಗುಣಗಳನ್ನು ಅಳವಡಿಸಿಕೊಂಡು ಅಂತರಾಳದಲ್ಲಿ ಶುದ್ಧ ಮನಸ್ಸಿನಿಂದ ದೇವರನ್ನು ಆರಾಧಿಸಬೇಕು. ಪ್ರೀತಿ, ವಿಶ್ವಾಸ ನಂಬಿಕೆ, ಗೌರವದಿಂದ ಬದುಕಿ, ಅಧಿಕಾರಗಳ ಹಾಗೂ ದಂಡಿಮಾರಮ್ಮ ದೇವಿಯ ಭಕ್ತರ ಅಭಿಲಾಷೆ ಈಡೇರಲಿ. ಯಾವ ಧರ್ಮವೂ ಮತ್ತೊಂದು ಧರ್ಮವನ್ನು ದ್ವೇಷಿಸಲು ಹೇಳುವುದಿಲ್ಲ. ಮನುಷ್ಯತ್ವವೇ ದೊಡ್ಡ ಧರ್ಮ ಎಂದು ಸಚಿವರು ನುಡಿದರು. (693, 561, 986, 696)
exam-hall-desks (654, 1773, 955, 1984)
raagi-para-mid: ವಾರ್ಷಿಕ ಪಟ್ಟದ ನಿರ್ವಹಣೆ ಹಾಗೂ ಮುಗ್ಗಟ್ಟಿನ ತೊಂದರೆಯ ಕಾರಣ ರೈತರಿಗೆ ಹಣ ಬಿಡುಗಡೆ ಮಾಡುವಲ್ಲಿ ವಿಳಂಬವಾಗಿದೆ ಎಂದು ಅಧಿಕಾರಿಗಳು ತಿಳಿಸುತ್ತಿದ್ದಾರೆ. ಇದು ಸರಿಯಲ್ಲ. ರೈತರ ಬೆವರಿನ ಹಣವನ್ನು ಕೂಡಲೇ ಬಿಡುಗಡೆ ಮಾಡದಿದ್ದರೆ ತಾಲ್ಲೂಕು ಕಚೇರಿ ಮುಂದೆ ಉಗ್ರ ಹೋರಾಟ ನಡೆಸಲಾಗುವುದು ಎಂದು ಎಚ್ಚರಿಸಿದರು. ಈ ಸಂದರ್ಭದಲ್ಲಿ ರೈತ ಸಂಘದ ತಾಲ್ಲೂಕು ಅಧ್ಯಕ್ಷರು ಮತ್ತು ಪದಾಧಿಕಾರಿಗಳು ಇದ್ದರು. (684, 1234, 906, 1385)
col1-story-2 (56, 1205, 402, 1767)
exam8-headline: 8 ಕೇಂದ್ರಗಳಲ್ಲಿ ಪರೀಕ್ಷೆ (1199, 905, 1451, 946)
boundary-north: ಉತ್ತರಕ್ಕೆ: ಶ್ರೀ ಮತ್ತು ಚಂದ್ರಪ್ಪ ರವರ ಜಮೀನು. (1053, 2157, 1229, 2172)
ceremony-caption (693, 524, 986, 559)
boundary-east: ಪೂರ್ವಕ್ಕೆ: ಸರ್ವೆ ನಂ.111 ಮತ್ತು ಸರ್ವೆ ನಂ.112 ರ ಜಮೀನು. (1053, 2126, 1304, 2140)
col1-story-1 (56, 183, 402, 1154)
raagi-story-right (913, 1233, 1135, 1454)
signer-mobile: MOB:7996955955/ 9110233 796 (1134, 2248, 1328, 2263)
ceremony-caption-text: ಸೌಹಾರ್ದಯುತವಾಗಿ ಜೀವನ ನಡೆಸುವ ವಾತಾವರಣ ನಿರ್ಮಾಣವಾಗಬೇಕು. (693, 525, 986, 557)
masthead-paper: ಸುವರ್ಣ ಪ್ರಗತಿ ಕನ್ನಡ ದಿನಪತ್ರಿಕೆ (54, 57, 238, 79)
cheque-headline: ನಾಳೆ ರೈತರಿಗೆ ಚೆಕ್ ವಿತರಣೆ (777, 1459, 1042, 1493)
raagi-story-mid (684, 1233, 906, 1454)
col1-para-3: ನಂತರ ವಿದ್ಯುತ್ ದೀಪಗಳಿಂದ ಅಲಂಕೃತವಾದ ಮುತ್ತಿನ ಪಲ್ಲಕ್ಕಿಯಲ್ಲಿ ದೇವರನ್ನು ಕೂರಿಸಿ ಧ್ವಜಸ್ತಂಭ, ನಂದಿ ವೀರಗಾಸೆ ಕುಣಿತ, ಡೊಳ್ಳು ಕುಣಿತ, ಕಹಳೆವಾದ್ಯ ಸೇರಿದಂತೆ ವಿವಿಧ ಜಾನಪದ ಕಲಾ ತಂಡಗಳೊಂದಿಗೆ ಗ್ರಾಮದ ಪ್ರಮುಖ ಬೀದಿಗಳಲ್ಲಿ ಮೆರವಣಿಗೆ ನಡೆಸಲಾಯಿತು. ಬುಧವಾರ ಮುಂಜಾನೆ 5 ಗಂಟೆಗೆ ಅಗ್ನಿಕೊಂಡ ಪ್ರಾರಂಭವಾಗಿ ಮೊದಲು ವೀರಭದ್ರಸ್ವಾಮಿ ಹಾಗೂ ಭದ್ರಕಾಳಿ ದೇವರನ್ನು ಅಗ್ನಿಕೊಂಡ ಹಾಯಿಸಲಾಯಿತು. ನಂತರ ಭಕ್ತರು ಅಗ್ನಿಕೊಂಡ ಹಾಯ್ದು ಹರಕೆ ತೀರಿಸಿದರು. ಅಗ್ನಿಕೊಂಡ ಮಹೋತ್ಸವಕ್ಕೆ ತಾಲ್ಲೂಕು ಆಡಳಿತ ಮತ್ತು ಪೊಲೀಸ್ ಇಲಾಖೆ ಸೂಕ್ತ ಬಂದೋಬಸ್ತ್ ವ್ಯವಸ್ಥೆ ಮಾಡಿತ್ತು. ಗ್ರಾಮದಲ್ಲಿ ಶಾಂತಿ ಸುವ್ಯವಸ್ಥೆ ಕಾಪಾಡಲು ಸ್ಥಳದಲ್ಲಿ ಅಗ್ನಿಶಾಮಕ ದಳ, ಆಂಬುಲೆನ್ಸ್ ಹಾಗೂ ಪೊಲೀಸ್ ಸಿಬ್ಬಂದಿ ನಿಯೋಜಿಸಲಾಗಿತ್ತು. ಜಾತ್ರೆಯ ಹಿನ್ನೆಲೆಯಲ್ಲಿ ಗ್ರಾಮಕ್ಕೆ ಸಾವಿರಾರು ಭಕ್ತರು ಆಗಮಿಸಿ ದೇವರ ದರ್ಶನ ಪಡೆದರು. ಎಲ್ಲಾ ಭಕ್ತರಿಗೂ ಅನ್ನದಾನ ಹಾಗೂ ಪಾನಕ ಫಲಾಹಾರದ ವ್ಯವಸ್ಥೆ ಮಾಡಲಾಗಿತ್ತು. ಈ ಸಂದರ್ಭದಲ್ಲಿ ತಹಸೀಲ್ದಾರ್ ಎಸ್.ಎಂ.ಅಹಮದ್, ಜನಪ್ರತಿನಿಧಿಗಳು, ಮುಖಂಡರು, ಸುತ್ತಮುತ್ತಲ ಗ್ರಾಮಸ್ಥರು, ಪಟ್ಟಣದ ಭಕ್ತರು ಅಗ್ನಿಕೊಂಡದಲ್ಲಿ ಪಾಲ್ಗೊಂಡಿದ್ದರು. (56, 1824, 402, 2060)
exam-hall-caption-text: ಸಿದ್ಧಿಬಂದಿಗಳಿಗೆ ತರಬೇತಿ ನೀಡಿ ಪರೀಕ್ಷಾ ಕಾರ್ಯವನ್ನು ಸುಗಮವಾಗಿ ನಡೆಸುವಂತೆ ತಿಳಿಸಲಾಗಿದೆ. (654, 1990, 955, 2022)
exam-hall-photo (654, 1773, 955, 1984)
notice-schedule-title: -:ಷೆಡ್ಯೂಲ್ ಸ್ವತ್ತಿನ ವಿವರ:- (1169, 2023, 1293, 2039)
main-headline: ರಾಜಕೀಯ ಲಾಭಕ್ಕಾಗಿ ಸಮಾಜದಲ್ಲಿ ಕಂದಕ (503, 102, 1410, 176)
nandini-tag: (ಮೊದಲನೇ ಪುಟದಿಂದ) (1271, 1406, 1380, 1422)
boundary-west: ಪಶ್ಚಿಮಕ್ಕೆ: ಹೊಸನಗರ ಸರ್ಕಾರಿ ರಸ್ತೆ. (1053, 2142, 1192, 2156)
masthead-bar (47, 53, 1498, 83)
